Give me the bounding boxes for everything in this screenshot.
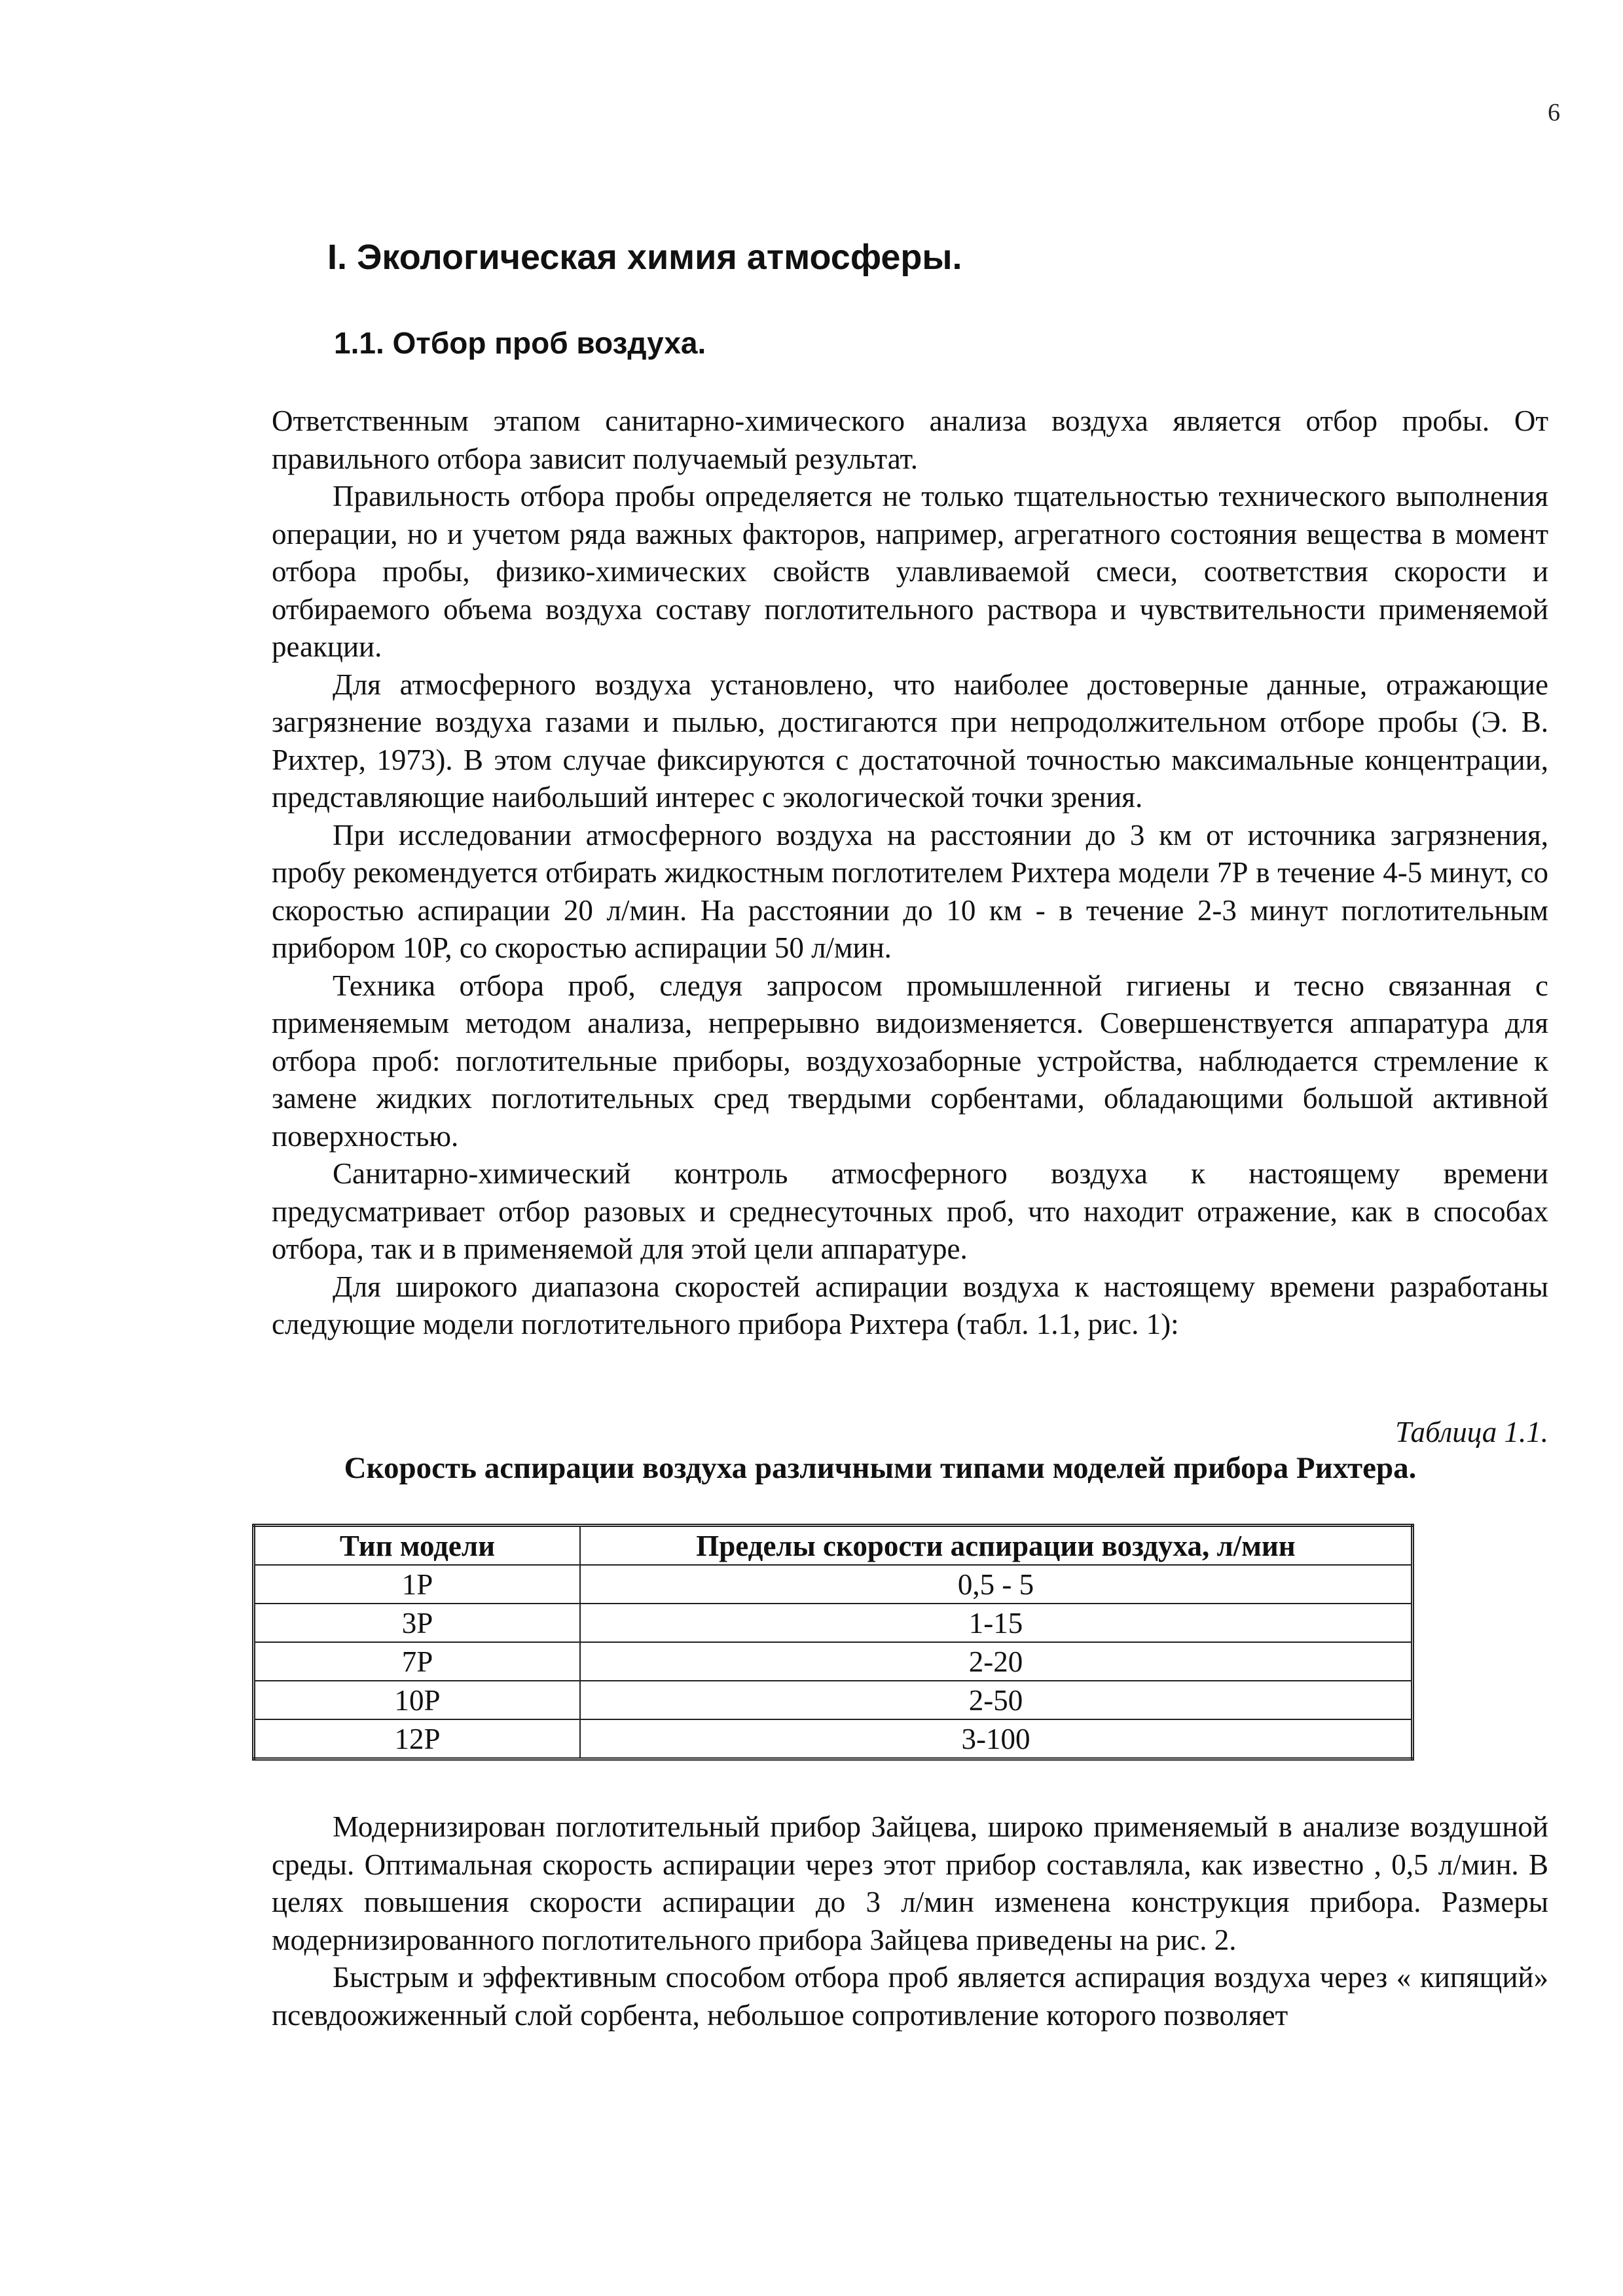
body-text-continued: [272, 1808, 1548, 2034]
paragraph: Санитарно-химический контроль атмосферного воздуха к настоящему времени предусматривает отбор разовых и среднесуточных проб, что находит отражение, как в способах отбора, так и в применяемой для этой цели аппаратуре.: [272, 1157, 1548, 1265]
richter-models-table: [252, 1524, 1414, 1761]
paragraph: Ответственным этапом санитарно-химического анализа воздуха является отбор пробы. От правильного отбора зависит получаемый результат.: [272, 404, 1548, 475]
table-caption: Таблица 1.1.: [1395, 1416, 1548, 1448]
chapter-title: I. Экологическая химия атмосферы.: [327, 238, 962, 277]
table-header-row: [254, 1526, 1413, 1566]
table-row: [254, 1565, 1413, 1604]
table-header-cell: Пределы скорости аспирации воздуха, л/мин: [580, 1526, 1413, 1566]
table-cell: 1Р: [254, 1565, 581, 1604]
section-title: 1.1. Отбор проб воздуха.: [334, 326, 706, 360]
table-cell: 2-50: [580, 1681, 1413, 1719]
table-cell: 2-20: [580, 1642, 1413, 1681]
table-cell: 7Р: [254, 1642, 581, 1681]
table-row: [254, 1681, 1413, 1719]
table-row: [254, 1642, 1413, 1681]
table-cell: 3Р: [254, 1604, 581, 1642]
body-text: [272, 403, 1548, 1344]
paragraph: Быстрым и эффективным способом отбора проб является аспирация воздуха через « кипящий» псевдоожиженный слой сорбента, небольшое сопротивление которого позволяет: [272, 1961, 1548, 2032]
table-cell: 12Р: [254, 1719, 581, 1759]
table-row: [254, 1719, 1413, 1759]
paragraph: При исследовании атмосферного воздуха на расстоянии до 3 км от источника загрязнения, пробу рекомендуется отбирать жидкостным поглотителем Рихтера модели 7Р в течение 4-5 минут, со скоростью аспирации 20 л/мин. На расстоянии до 10 км - в течение 2-3 минут поглотительным прибором 10Р, со скоростью аспирации 50 л/мин.: [272, 818, 1548, 964]
paragraph: Правильность отбора пробы определяется не только тщательностью технического выполнения операции, но и учетом ряда важных факторов, например, агрегатного состояния вещества в момент отбора пробы, физико-химических свойств улавливаемой смеси, соответствия скорости и отбираемого объема воздуха составу поглотительного раствора и чувствительности применяемой реакции.: [272, 480, 1548, 663]
table-header-cell: Тип модели: [254, 1526, 581, 1566]
paragraph: Для широкого диапазона скоростей аспирации воздуха к настоящему времени разработаны следующие модели поглотительного прибора Рихтера (табл. 1.1, рис. 1):: [272, 1270, 1548, 1340]
table-cell: 1-15: [580, 1604, 1413, 1642]
table-cell: 3-100: [580, 1719, 1413, 1759]
table-title: Скорость аспирации воздуха различными типами моделей прибора Рихтера.: [344, 1451, 1417, 1485]
table-cell: 10Р: [254, 1681, 581, 1719]
paragraph: Техника отбора проб, следуя запросом промышленной гигиены и тесно связанная с применяемым методом анализа, непрерывно видоизменяется. Совершенствуется аппаратура для отбора проб: поглотительные приборы, воздухозаборные устройства, наблюдается стремление к замене жидких поглотительных сред твердыми сорбентами, обладающими большой активной поверхностью.: [272, 969, 1548, 1153]
paragraph: Модернизирован поглотительный прибор Зайцева, широко применяемый в анализе воздушной среды. Оптимальная скорость аспирации через этот прибор составляла, как известно , 0,5 л/мин. В целях повышения скорости аспирации до 3 л/мин изменена конструкция прибора. Размеры модернизированного поглотительного прибора Зайцева приведены на рис. 2.: [272, 1810, 1548, 1956]
table-cell: 0,5 - 5: [580, 1565, 1413, 1604]
table-row: [254, 1604, 1413, 1642]
paragraph: Для атмосферного воздуха установлено, что наиболее достоверные данные, отражающие загрязнение воздуха газами и пылью, достигаются при непродолжительном отборе пробы (Э. В. Рихтер, 1973). В этом случае фиксируются с достаточной точностью максимальные концентрации, представляющие наибольший интерес с экологической точки зрения.: [272, 668, 1548, 814]
page-number: 6: [1548, 99, 1560, 126]
